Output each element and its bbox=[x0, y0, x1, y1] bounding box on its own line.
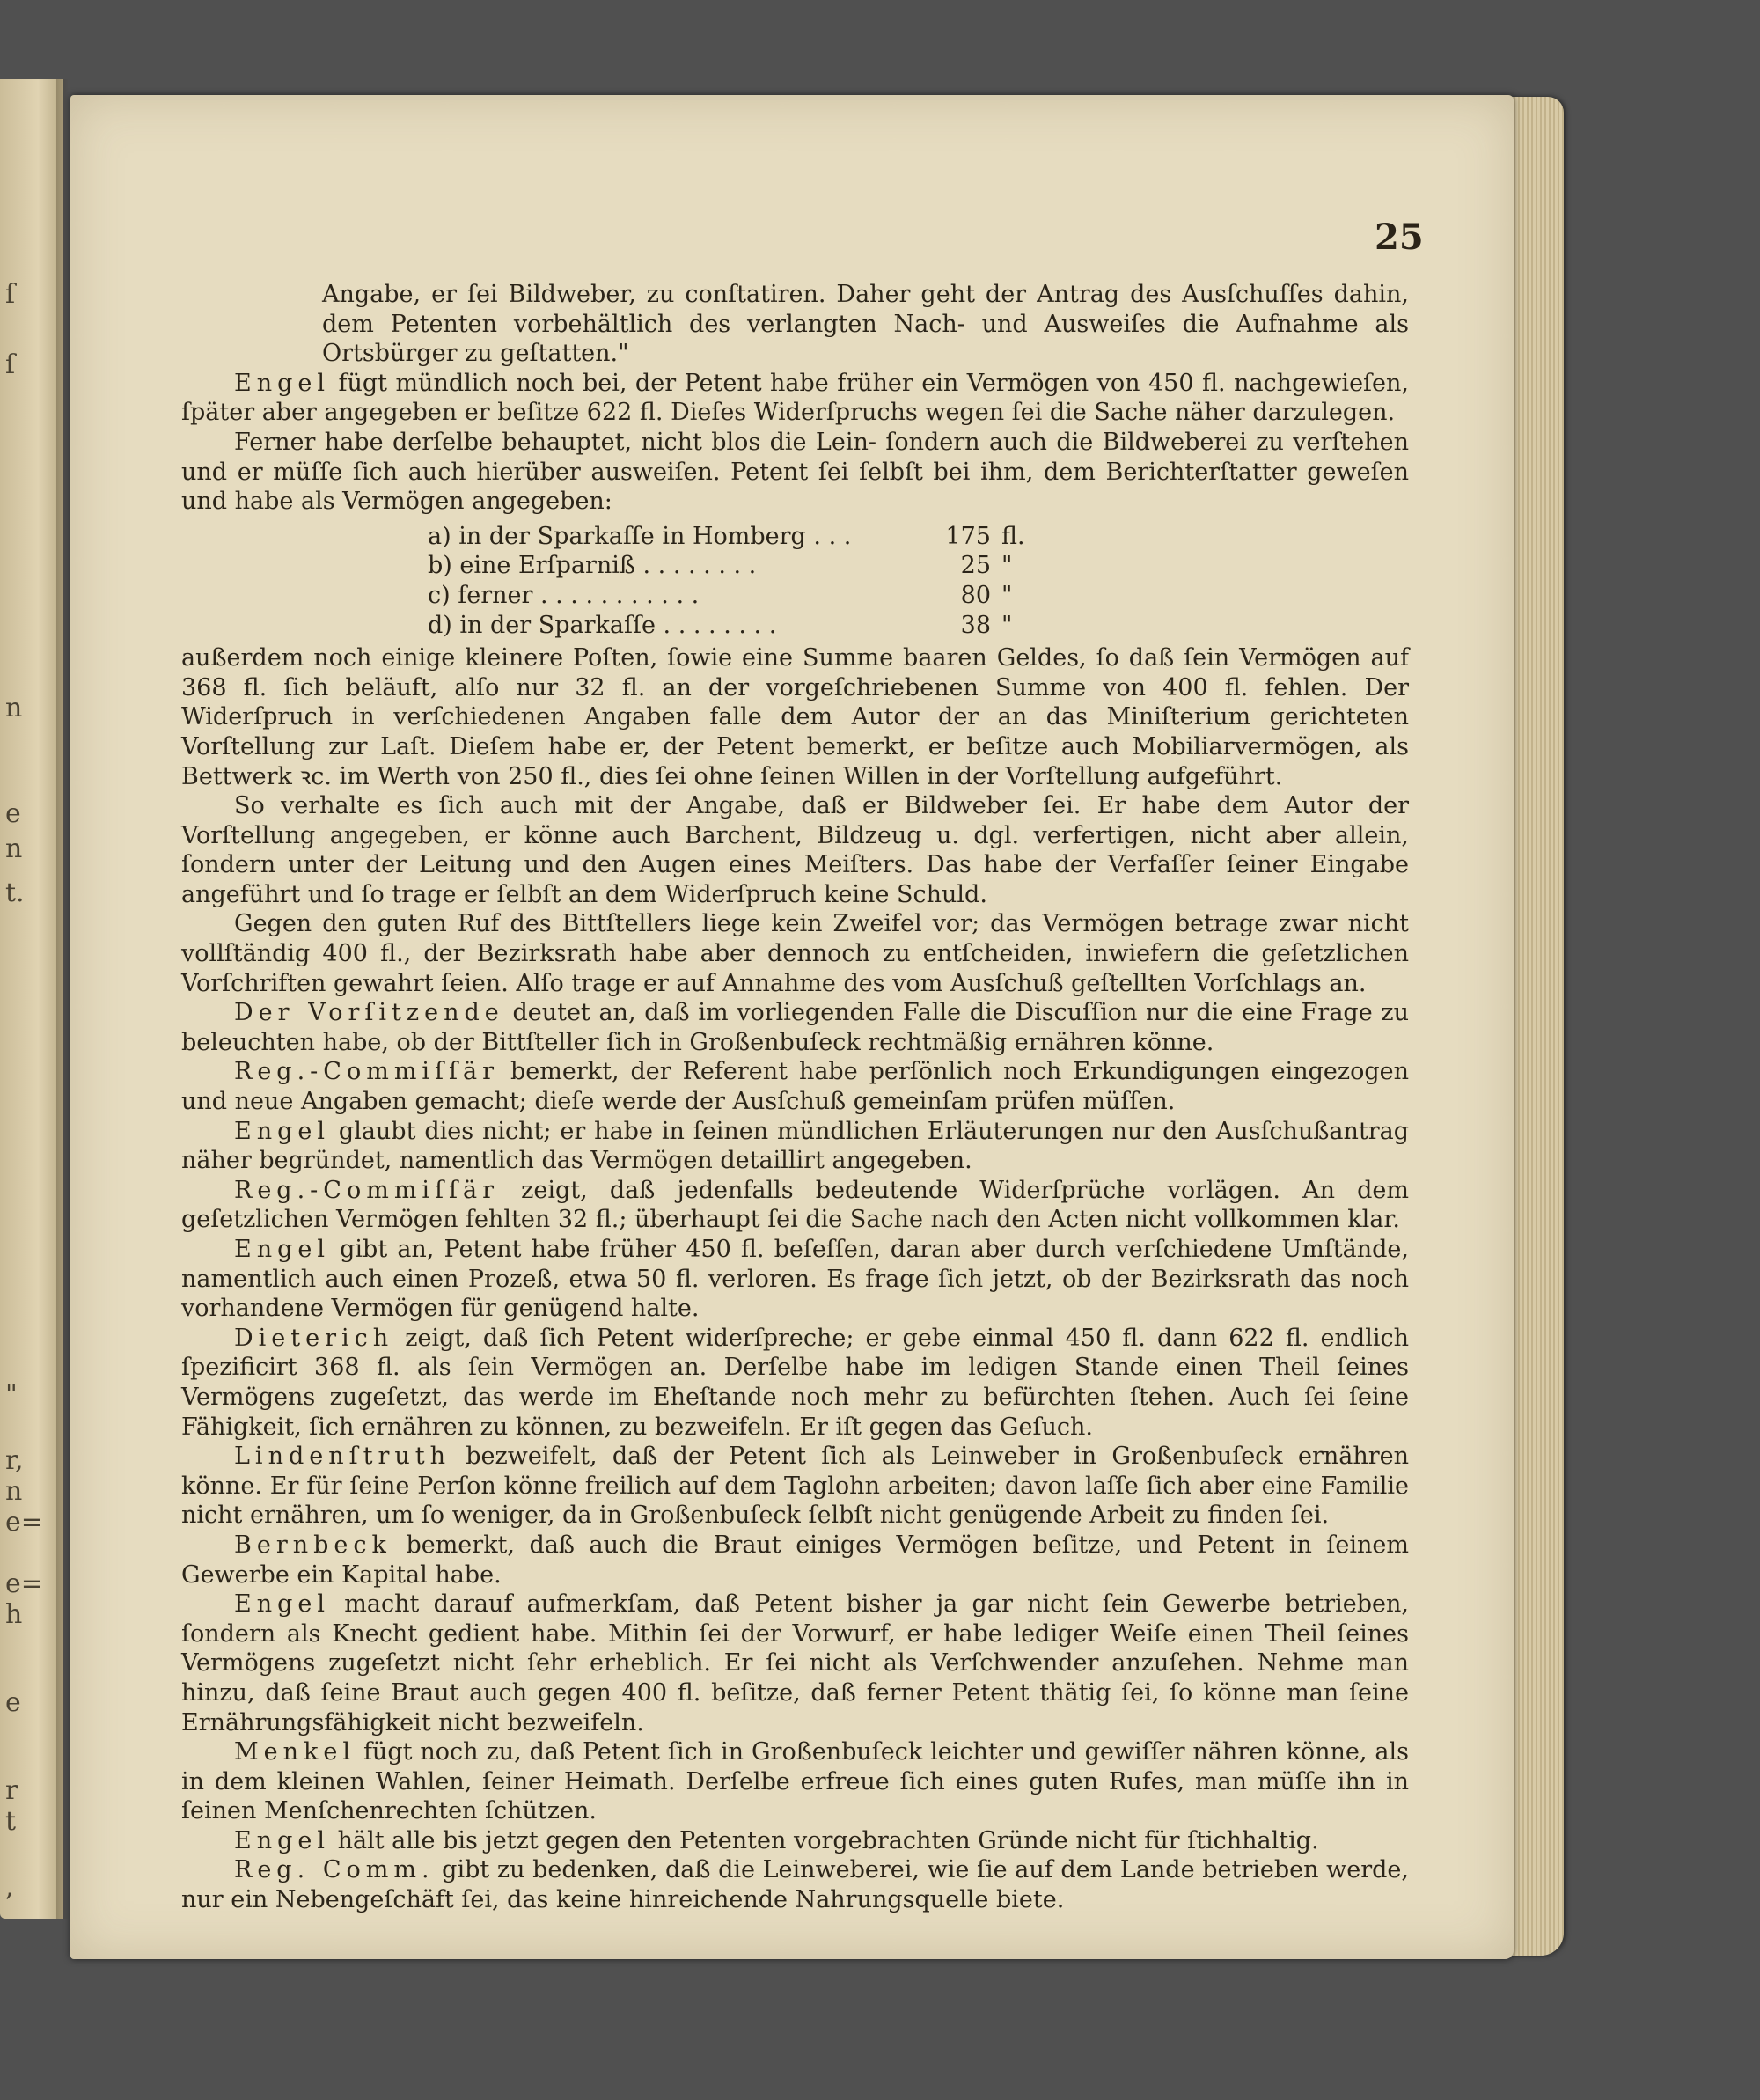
paragraph bbox=[181, 1235, 1409, 1324]
paragraph-text: gibt an, Petent habe früher 450 fl. beſeſſen, daran aber durch verſchiedene Umſtände, namentlich auch einen Prozeß, etwa 50 fl. verloren. Es frage ſich jetzt, ob der Bezirksrath das noch vorhandene Vermögen für genügend halte. bbox=[181, 1236, 1409, 1323]
paragraph bbox=[181, 1590, 1409, 1737]
speaker-name: Bernbeck bbox=[234, 1531, 392, 1559]
paragraph-text: fügt noch zu, daß Petent ſich in Großenbuſeck leichter und gewiſſer nähren könne, als in dem kleinen Wahlen, ſeiner Heimath. Derſelbe erfreue ſich eines guten Rufes, man müſſe ihn in ſeinen Menſchenrechten ſchützen. bbox=[181, 1738, 1409, 1825]
list-item-label: c) ferner . . . . . . . . . . . bbox=[428, 581, 700, 609]
speaker-name: Engel bbox=[234, 1590, 330, 1619]
list-item bbox=[428, 522, 1409, 552]
book-gutter bbox=[56, 79, 69, 1919]
left-page-fragment: e bbox=[5, 1687, 21, 1718]
list-item-label: d) in der Sparkaſſe . . . . . . . . bbox=[428, 611, 777, 639]
left-page-fragment: n bbox=[5, 833, 23, 864]
left-page-fragment: n bbox=[5, 693, 23, 723]
asset-list bbox=[181, 522, 1409, 640]
speaker-name: Engel bbox=[234, 1117, 330, 1145]
paragraph bbox=[181, 1057, 1409, 1116]
speaker-name: Lindenſtruth bbox=[234, 1443, 451, 1471]
left-page-edge bbox=[0, 79, 63, 1919]
paragraph-text: bezweifelt, daß der Petent ſich als Leinweber in Großenbuſeck ernähren könne. Er für ſeine Perſon könne freilich auf dem Taglohn arbeiten; davon laſſe ſich aber eine Familie nicht ernähren, um ſo weniger, da in Großenbuſeck ſelbſt nicht genügende Arbeit zu finden ſei. bbox=[181, 1443, 1409, 1530]
list-item bbox=[428, 581, 1409, 611]
left-page-fragment: t bbox=[5, 1806, 17, 1837]
paragraph-text: glaubt dies nicht; er habe in ſeinen mündlichen Erläuterungen nur den Ausſchußantrag näher begründet, namentlich das Vermögen detaillirt angegeben. bbox=[181, 1117, 1409, 1175]
paragraph bbox=[181, 1855, 1409, 1914]
left-page-fragment: ſ bbox=[5, 349, 16, 380]
speaker-name: Dieterich bbox=[234, 1324, 394, 1352]
paragraph-text: hält alle bis jetzt gegen den Petenten vorgebrachten Gründe nicht für ſtichhaltig. bbox=[330, 1826, 1319, 1854]
paragraph-text: gibt zu bedenken, daß die Leinweberei, wie ſie auf dem Lande betrieben werde, nur ein Nebengeſchäft ſei, das keine hinreichende Nahrungsquelle biete. bbox=[181, 1856, 1409, 1914]
speaker-name: Reg.-Commiſſär bbox=[234, 1058, 500, 1086]
paragraph bbox=[181, 1442, 1409, 1531]
paragraph: Ferner habe derſelbe behauptet, nicht blos die Lein- ſondern auch die Bildweberei zu verſtehen und er müſſe ſich auch hierüber ausweiſen. Petent ſei ſelbſt bei ihm, dem Berichterſtatter geweſen und habe als Vermögen angegeben: bbox=[181, 428, 1409, 516]
left-page-fragment: ſ bbox=[5, 279, 16, 310]
list-item-amount: 175 bbox=[945, 522, 991, 550]
speaker-name: Der Vorſitzende bbox=[234, 999, 504, 1027]
left-page-fragment: , bbox=[5, 1872, 14, 1903]
paragraph-text: zeigt, daß jedenfalls bedeutende Widerſprüche vorlägen. An dem geſetzlichen Vermögen fehlten 32 fl.; überhaupt ſei die Sache nach den Acten nicht vollkommen klar. bbox=[181, 1176, 1409, 1234]
page-text bbox=[181, 280, 1409, 1915]
list-item-label: b) eine Erſparniß . . . . . . . . bbox=[428, 552, 757, 580]
list-item bbox=[428, 611, 1409, 641]
left-page-fragment: n bbox=[5, 1476, 23, 1507]
paragraph-text: bemerkt, daß auch die Braut einiges Vermögen beſitze, und Petent in ſeinem Gewerbe ein Kapital habe. bbox=[181, 1531, 1409, 1589]
left-page-fragment: t. bbox=[5, 877, 25, 908]
speaker-name: Engel bbox=[234, 369, 330, 397]
left-page-fragment: e bbox=[5, 798, 21, 829]
speaker-name: Menkel bbox=[234, 1738, 356, 1766]
speaker-name: Reg.-Commiſſär bbox=[234, 1176, 500, 1204]
list-item-unit: " bbox=[1001, 611, 1013, 639]
list-item-unit: " bbox=[1001, 581, 1013, 609]
left-page-fragment: h bbox=[5, 1599, 23, 1630]
paragraph bbox=[181, 1176, 1409, 1235]
list-item bbox=[428, 551, 1409, 581]
speaker-name: Reg. Comm. bbox=[234, 1856, 435, 1884]
speaker-name: Engel bbox=[234, 1826, 330, 1854]
paragraph: Gegen den guten Ruf des Bittſtellers liege kein Zweifel vor; das Vermögen betrage zwar nicht vollſtändig 400 fl., der Bezirksrath habe aber dennoch zu entſcheiden, inwiefern die geſetzlichen Vorſchriften gewahrt ſeien. Alſo trage er auf Annahme des vom Ausſchuß geſtellten Vorſchlags an. bbox=[181, 910, 1409, 997]
paragraph-text: bemerkt, der Referent habe perſönlich noch Erkundigungen eingezogen und neue Angaben gemacht; dieſe werde der Ausſchuß gemeinſam prüfen müſſen. bbox=[181, 1058, 1409, 1116]
paragraph bbox=[181, 1324, 1409, 1442]
left-page-fragment: r, bbox=[5, 1445, 24, 1476]
list-item-label: a) in der Sparkaſſe in Homberg . . . bbox=[428, 522, 852, 550]
page-block-edge bbox=[1509, 97, 1564, 1956]
paragraph-text: zeigt, daß ſich Petent widerſpreche; er gebe einmal 450 fl. dann 622 fl. endlich ſpezificirt 368 fl. als ſein Vermögen an. Derſelbe habe im ledigen Stande einen Theil ſeines Vermögens zugeſetzt, das werde im Eheſtande noch mehr zu befürchten ſtehen. Auch ſei ſeine Fähigkeit, ſich ernähren zu können, zu bezweifeln. Er iſt gegen das Geſuch. bbox=[181, 1324, 1409, 1441]
paragraph-text: fügt mündlich noch bei, der Petent habe früher ein Vermögen von 450 fl. nachgewieſen, ſpäter aber angegeben er beſitze 622 fl. Dieſes Widerſpruchs wegen ſei die Sache näher darzulegen. bbox=[181, 369, 1409, 427]
paragraph bbox=[181, 1531, 1409, 1590]
paragraph bbox=[181, 369, 1409, 428]
left-page-fragment: " bbox=[5, 1379, 18, 1410]
paragraph-text: deutet an, daß im vorliegenden Falle die Discuſſion nur die eine Frage zu beleuchten habe, ob der Bittſteller ſich in Großenbuſeck rechtmäßig ernähren könne. bbox=[181, 999, 1409, 1056]
paragraph: außerdem noch einige kleinere Poſten, ſowie eine Summe baaren Geldes, ſo daß ſein Vermögen auf 368 fl. ſich beläuft, alſo nur 32 fl. an der vorgeſchriebenen Summe von 400 fl. fehlen. Der Widerſpruch in verſchiedenen Angaben falle dem Autor der an das Miniſterium gerichteten Vorſtellung zur Laſt. Dieſem habe er, der Petent bemerkt, er beſitze auch Mobiliarvermögen, als Bettwerk ꝛc. im Werth von 250 fl., dies ſei ohne ſeinen Willen in der Vorſtellung aufgeführt. bbox=[181, 644, 1409, 790]
paragraph bbox=[181, 1826, 1409, 1856]
paragraph: So verhalte es ſich auch mit der Angabe, daß er Bildweber ſei. Er habe dem Autor der Vorſtellung angegeben, er könne auch Barchent, Bildzeug u. dgl. verfertigen, nicht aber allein, ſondern unter der Leitung und den Augen eines Meiſters. Das habe der Verfaſſer ſeiner Eingabe angeführt und ſo trage er ſelbſt an dem Widerſpruch keine Schuld. bbox=[181, 792, 1409, 908]
paragraph bbox=[181, 1737, 1409, 1826]
paragraph bbox=[181, 998, 1409, 1057]
list-item-unit: fl. bbox=[1001, 522, 1025, 550]
paragraph bbox=[181, 1117, 1409, 1176]
paragraph-text: macht darauf aufmerkſam, daß Petent bisher ja gar nicht ſein Gewerbe betrieben, ſondern als Knecht gedient habe. Mithin ſei der Vorwurf, er habe lediger Weiſe einen Theil ſeines Vermögens zugeſetzt nicht ſehr erheblich. Er ſei nicht als Verſchwender anzuſehen. Nehme man hinzu, daß ſeine Braut auch gegen 400 fl. beſitze, daß ferner Petent thätig ſei, ſo könne man ſeine Ernährungsfähigkeit nicht bezweifeln. bbox=[181, 1590, 1409, 1737]
left-page-fragment: r bbox=[5, 1775, 18, 1806]
list-item-unit: " bbox=[1001, 552, 1013, 580]
speaker-name: Engel bbox=[234, 1236, 330, 1263]
list-item-amount: 38 bbox=[960, 611, 991, 639]
left-page-fragment: e= bbox=[5, 1568, 43, 1599]
opening-paragraph: Angabe, er ſei Bildweber, zu conſtatiren. Daher geht der Antrag des Ausſchuſſes dahin, dem Petenten vorbehältlich des verlangten Nach- und Ausweiſes die Aufnahme als Ortsbürger zu geſtatten." bbox=[322, 281, 1409, 368]
list-item-amount: 25 bbox=[960, 552, 991, 580]
left-page-fragment: e= bbox=[5, 1507, 43, 1538]
list-item-amount: 80 bbox=[960, 581, 991, 609]
page-number: 25 bbox=[1375, 217, 1424, 258]
